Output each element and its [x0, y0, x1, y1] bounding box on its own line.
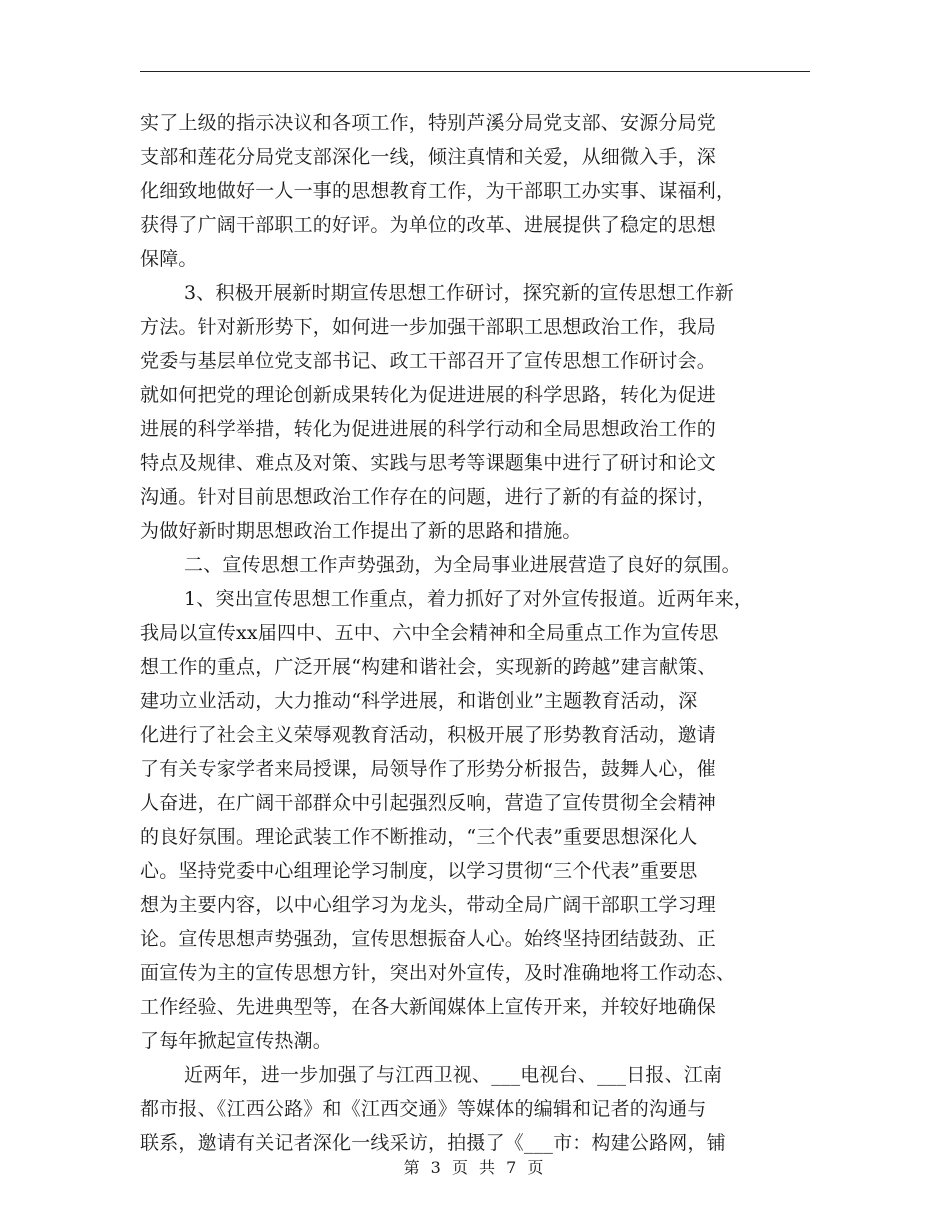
- text-line: 建功立业活动，大力推动“科学进展，和谐创业”主题教育活动，深: [140, 690, 698, 712]
- text-line: 保障。: [140, 248, 198, 270]
- text-line: 3、积极开展新时期宣传思想工作研讨，探究新的宣传思想工作新: [184, 282, 734, 304]
- text-line: 为做好新时期思想政治工作提出了新的思路和措施。: [140, 520, 582, 542]
- text-line: 化进行了社会主义荣辱观教育活动，积极开展了形势教育活动，邀请: [140, 724, 717, 746]
- text-line: 了有关专家学者来局授课，局领导作了形势分析报告，鼓舞人心，催: [140, 758, 717, 780]
- text-line: 想为主要内容，以中心组学习为龙头，带动全局广阔干部职工学习理: [140, 894, 717, 916]
- text-line: 我局以宣传xx届四中、五中、六中全会精神和全局重点工作为宣传思: [140, 622, 719, 644]
- text-line: 面宣传为主的宣传思想方针，突出对外宣传，及时准确地将工作动态、: [140, 962, 736, 984]
- text-line: 心。坚持党委中心组理论学习制度，以学习贯彻“三个代表”重要思: [140, 860, 698, 882]
- text-line: 方法。针对新形势下，如何进一步加强干部职工思想政治工作，我局: [140, 316, 717, 338]
- text-line: 近两年，进一步加强了与江西卫视、___电视台、___日报、江南: [184, 1064, 723, 1086]
- text-line: 的良好氛围。理论武装工作不断推动，“三个代表”重要思想深化人: [140, 826, 698, 848]
- page-footer: 第 3 页 共 7 页: [403, 1158, 547, 1177]
- text-line: 人奋进，在广阔干部群众中引起强烈反响，营造了宣传贯彻全会精神: [140, 792, 717, 814]
- text-line: 二、宣传思想工作声势强劲，为全局事业进展营造了良好的氛围。: [184, 554, 741, 576]
- text-line: 支部和莲花分局党支部深化一线，倾注真情和关爱，从细微入手，深: [140, 146, 717, 168]
- text-line: 论。宣传思想声势强劲，宣传思想振奋人心。始终坚持团结鼓劲、正: [140, 928, 717, 950]
- text-line: 实了上级的指示决议和各项工作，特别芦溪分局党支部、安源分局党: [140, 112, 717, 134]
- text-line: 都市报、《江西公路》和《江西交通》等媒体的编辑和记者的沟通与: [140, 1098, 707, 1120]
- header-rule: [140, 71, 810, 72]
- text-line: 特点及规律、难点及对策、实践与思考等课题集中进行了研讨和论文: [140, 452, 717, 474]
- text-line: 1、突出宣传思想工作重点，着力抓好了对外宣传报道。近两年来，: [184, 588, 754, 610]
- text-line: 化细致地做好一人一事的思想教育工作，为干部职工办实事、谋福利，: [140, 180, 736, 202]
- text-line: 联系，邀请有关记者深化一线采访，拍摄了《___市：构建公路网，铺: [140, 1132, 726, 1154]
- text-line: 工作经验、先进典型等，在各大新闻媒体上宣传开来，并较好地确保: [140, 996, 717, 1018]
- text-line: 沟通。针对目前思想政治工作存在的问题，进行了新的有益的探讨，: [140, 486, 717, 508]
- text-line: 想工作的重点，广泛开展“构建和谐社会，实现新的跨越”建言献策、: [140, 656, 717, 678]
- document-body: [140, 106, 820, 1160]
- text-line: 了每年掀起宣传热潮。: [140, 1030, 333, 1052]
- text-line: 进展的科学举措，转化为促进进展的科学行动和全局思想政治工作的: [140, 418, 717, 440]
- text-line: 获得了广阔干部职工的好评。为单位的改革、进展提供了稳定的思想: [140, 214, 717, 236]
- text-line: 就如何把党的理论创新成果转化为促进进展的科学思路，转化为促进: [140, 384, 717, 406]
- text-line: 党委与基层单位党支部书记、政工干部召开了宣传思想工作研讨会。: [140, 350, 717, 372]
